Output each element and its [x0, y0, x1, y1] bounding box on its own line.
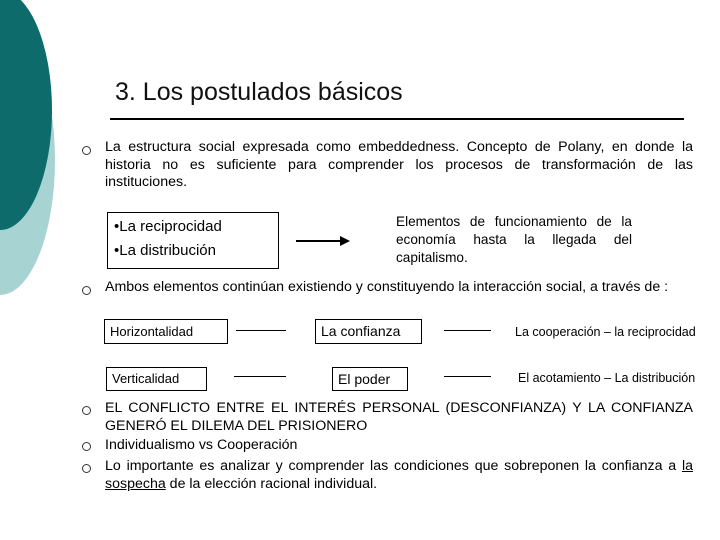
bullet-text-4: Individualismo vs Cooperación — [105, 437, 298, 453]
title-underline — [110, 118, 684, 120]
power-box: El poder — [332, 367, 408, 391]
elements-note: Elementos de funcionamiento de la economía hasta la llegada del capitalismo. — [396, 214, 632, 265]
bullet-text-5-start: Lo importante es analizar y comprender las condiciones que sobreponen la confianza a — [105, 458, 682, 474]
cooperation-result: La cooperación – la reciprocidad — [515, 325, 696, 339]
elements-box — [107, 212, 279, 269]
slide-title: 3. Los postulados básicos — [115, 78, 403, 106]
bullet-text-2: Ambos elementos continúan existiendo y constituyendo la interacción social, a través de : — [105, 279, 669, 295]
bullet-marker-icon — [82, 286, 91, 295]
decorative-teal-shape — [0, 0, 60, 300]
elements-item-distribution: •La distribución — [114, 242, 216, 259]
horizontality-box: Horizontalidad — [104, 319, 228, 344]
connector-line — [444, 330, 491, 331]
bullet-marker-icon — [82, 146, 91, 155]
bullet-marker-icon — [82, 464, 91, 473]
bullet-text-3: EL CONFLICTO ENTRE EL INTERÉS PERSONAL (DESCONFIANZA) Y LA CONFIANZA GENERÓ EL DILEMA DEL PRISIONERO — [105, 400, 693, 434]
bullet-text-5-end: de la elección racional individual. — [165, 475, 378, 492]
verticality-box: Verticalidad — [106, 367, 207, 391]
trust-box: La confianza — [315, 319, 422, 344]
bullet-text-5 — [105, 458, 693, 493]
bullet-marker-icon — [82, 442, 91, 451]
bullet-marker-icon — [82, 406, 91, 415]
connector-line — [236, 330, 286, 331]
containment-result: El acotamiento – La distribución — [518, 371, 696, 385]
elements-item-reciprocity: •La reciprocidad — [114, 218, 222, 235]
arrow-right-icon — [296, 234, 350, 248]
bullet-text-1: La estructura social expresada como embeddedness. Concepto de Polany, en donde la historia no es suficiente para comprender los procesos de transformación de las instituciones. — [105, 139, 693, 190]
connector-line — [444, 376, 491, 377]
underlined-phrase: la sospecha — [105, 458, 693, 492]
connector-line — [234, 376, 286, 377]
